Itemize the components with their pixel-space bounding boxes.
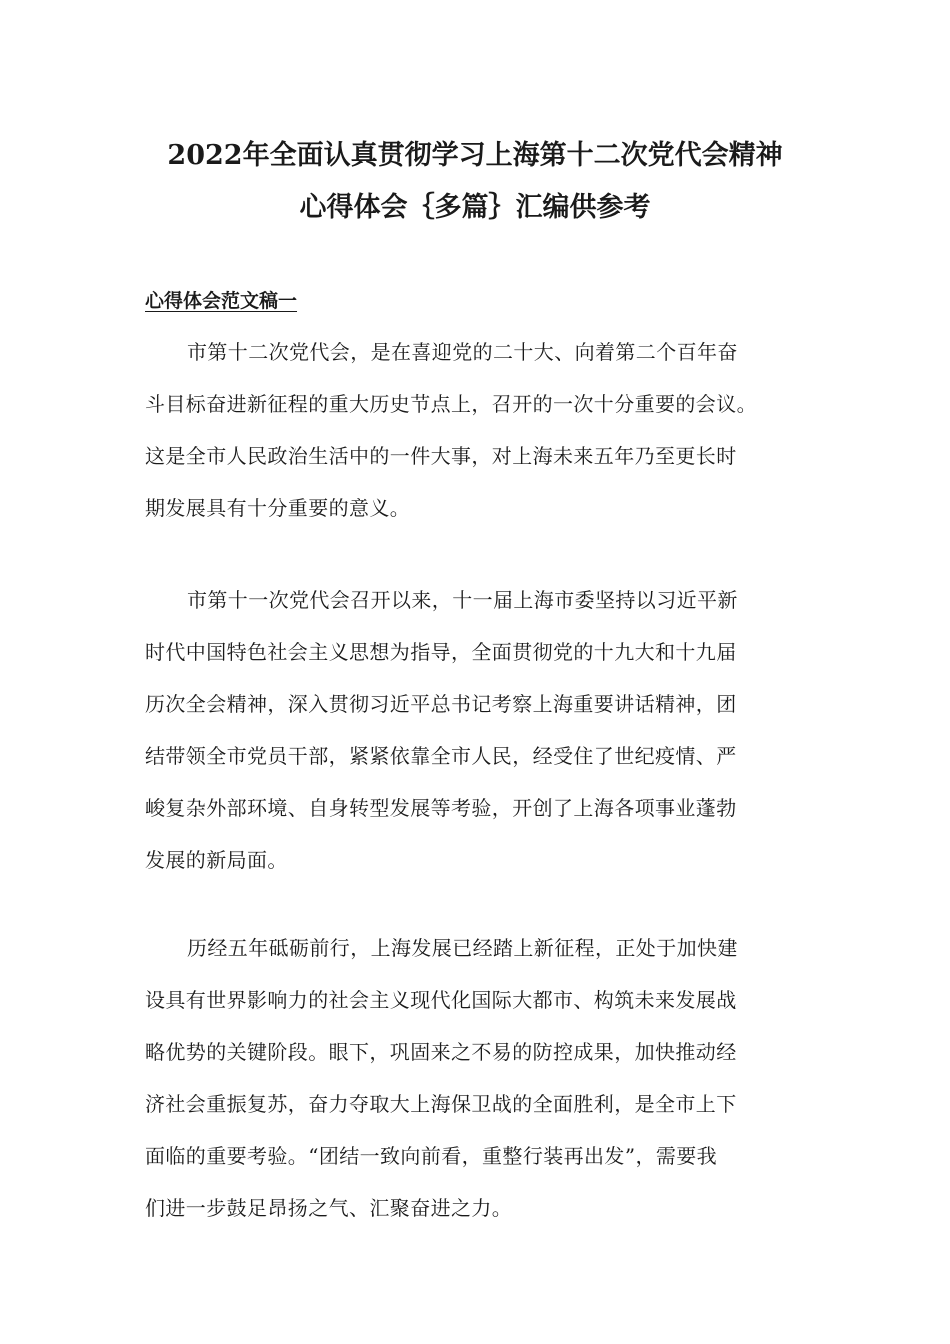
paragraph-2 bbox=[145, 574, 817, 886]
paragraph-line: 历经五年砥砺前行，上海发展已经踏上新征程，正处于加快建 bbox=[187, 936, 738, 960]
paragraph-line: 们进一步鼓足昂扬之气、汇聚奋进之力。 bbox=[145, 1196, 513, 1220]
paragraph-line: 峻复杂外部环境、自身转型发展等考验，开创了上海各项事业蓬勃 bbox=[145, 796, 737, 820]
paragraph-3 bbox=[145, 922, 817, 1234]
paragraph-line: 济社会重振复苏，奋力夺取大上海保卫战的全面胜利，是全市上下 bbox=[145, 1092, 737, 1116]
paragraph-line: 设具有世界影响力的社会主义现代化国际大都市、构筑未来发展战 bbox=[145, 988, 737, 1012]
paragraph-1 bbox=[145, 326, 817, 534]
paragraph-line: 斗目标奋进新征程的重大历史节点上，召开的一次十分重要的会议。 bbox=[145, 392, 757, 416]
title-line-2: 心得体会｛多篇｝汇编供参考 bbox=[299, 192, 651, 223]
paragraph-line: 略优势的关键阶段。眼下，巩固来之不易的防控成果，加快推动经 bbox=[145, 1040, 737, 1064]
section-heading: 心得体会范文稿一 bbox=[145, 290, 298, 312]
paragraph-line: 期发展具有十分重要的意义。 bbox=[145, 496, 411, 520]
title-line-1: 2022年全面认真贯彻学习上海第十二次党代会精神 bbox=[167, 140, 783, 171]
paragraph-line: 历次全会精神，深入贯彻习近平总书记考察上海重要讲话精神，团 bbox=[145, 692, 737, 716]
paragraph-line: 这是全市人民政治生活中的一件大事，对上海未来五年乃至更长时 bbox=[145, 444, 737, 468]
document-title bbox=[0, 130, 950, 234]
paragraph-line: 市第十二次党代会，是在喜迎党的二十大、向着第二个百年奋 bbox=[187, 340, 738, 364]
paragraph-line: 市第十一次党代会召开以来，十一届上海市委坚持以习近平新 bbox=[187, 588, 738, 612]
paragraph-line: 面临的重要考验。“团结一致向前看，重整行装再出发”，需要我 bbox=[145, 1144, 718, 1168]
paragraph-line: 发展的新局面。 bbox=[145, 848, 288, 872]
paragraph-line: 时代中国特色社会主义思想为指导，全面贯彻党的十九大和十九届 bbox=[145, 640, 737, 664]
paragraph-line: 结带领全市党员干部，紧紧依靠全市人民，经受住了世纪疫情、严 bbox=[145, 744, 737, 768]
